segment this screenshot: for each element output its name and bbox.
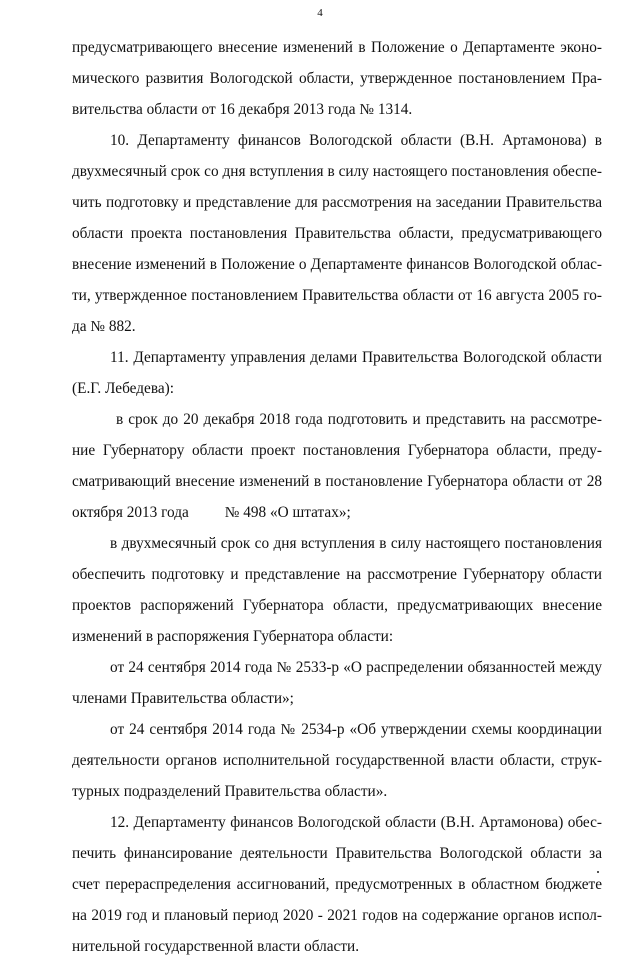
paragraph-continuation [72, 32, 602, 125]
text-line: 12. Департаменту финансов Вологодской области (В.Н. Артамонова) обес- [110, 814, 602, 831]
text-line: нительной государственной власти области. [72, 938, 360, 955]
text-line: (Е.Г. Лебедева): [72, 380, 174, 397]
text-line: мического развития Вологодской области, утвержденное постановлением Пра- [72, 70, 602, 87]
text-line: ти, утвержденное постановлением Правительства области от 16 августа 2005 го- [72, 287, 602, 304]
paragraph-item-11 [72, 342, 602, 404]
text-line: в срок до 20 декабря 2018 года подготовить и представить на рассмотре- [116, 411, 602, 428]
text-line: 10. Департаменту финансов Вологодской области (В.Н. Артамонова) в [110, 132, 602, 149]
text-line: 11. Департаменту управления делами Правительства Вологодской области [110, 349, 602, 366]
text-line: предусматривающего внесение изменений в Положение о Департаменте эконо- [72, 39, 602, 56]
text-line: чить подготовку и представление для рассмотрения на заседании Правительства [72, 194, 602, 211]
text-line: членами Правительства области»; [72, 690, 294, 707]
text-line: области проекта постановления Правительства области, предусматривающего [72, 225, 602, 242]
text-line: двухмесячный срок со дня вступления в силу настоящего постановления обеспе- [72, 163, 602, 180]
text-line: от 24 сентября 2014 года № 2534-р «Об утверждении схемы координации [110, 721, 602, 738]
paragraph-subitem-orders [72, 528, 602, 652]
text-line: деятельности органов исполнительной государственной власти области, струк- [72, 752, 602, 769]
text-line: в двухмесячный срок со дня вступления в силу настоящего постановления [110, 535, 602, 552]
text-line: турных подразделений Правительства области». [72, 783, 388, 800]
text-line: на 2019 год и плановый период 2020 - 2021 годов на содержание органов испол- [72, 907, 602, 924]
text-line: счет перераспределения ассигнований, предусмотренных в областном бюджете [72, 876, 602, 893]
text-line: обеспечить подготовку и представление на рассмотрение Губернатору области [72, 566, 602, 583]
text-line: проектов распоряжений Губернатора области, предусматривающих внесение [72, 597, 602, 614]
document-body [72, 32, 602, 962]
text-fragment: октября 2013 года [72, 504, 189, 521]
text-line: печить финансирование деятельности Правительства Вологодской области за [72, 845, 602, 862]
paragraph-item-10 [72, 125, 602, 342]
paragraph-item-12 [72, 807, 602, 962]
paragraph-order-2533 [72, 652, 602, 714]
text-line: внесение изменений в Положение о Департаменте финансов Вологодской облас- [72, 256, 602, 273]
text-line: вительства области от 16 декабря 2013 года № 1314. [72, 101, 413, 118]
text-line: ние Губернатору области проект постановления Губернатора области, преду- [72, 442, 602, 459]
paragraph-subitem-resolution [72, 404, 602, 528]
paragraph-order-2534 [72, 714, 602, 807]
page-number: 4 [317, 7, 323, 19]
text-line: изменений в распоряжения Губернатора области: [72, 628, 394, 645]
text-fragment: № 498 «О штатах»; [224, 504, 351, 521]
text-line: да № 882. [72, 318, 136, 335]
text-line: от 24 сентября 2014 года № 2533-р «О распределении обязанностей между [110, 659, 602, 676]
text-line [72, 497, 602, 528]
scan-speck [597, 871, 599, 873]
text-line: сматривающий внесение изменений в постановление Губернатора области от 28 [72, 473, 602, 490]
